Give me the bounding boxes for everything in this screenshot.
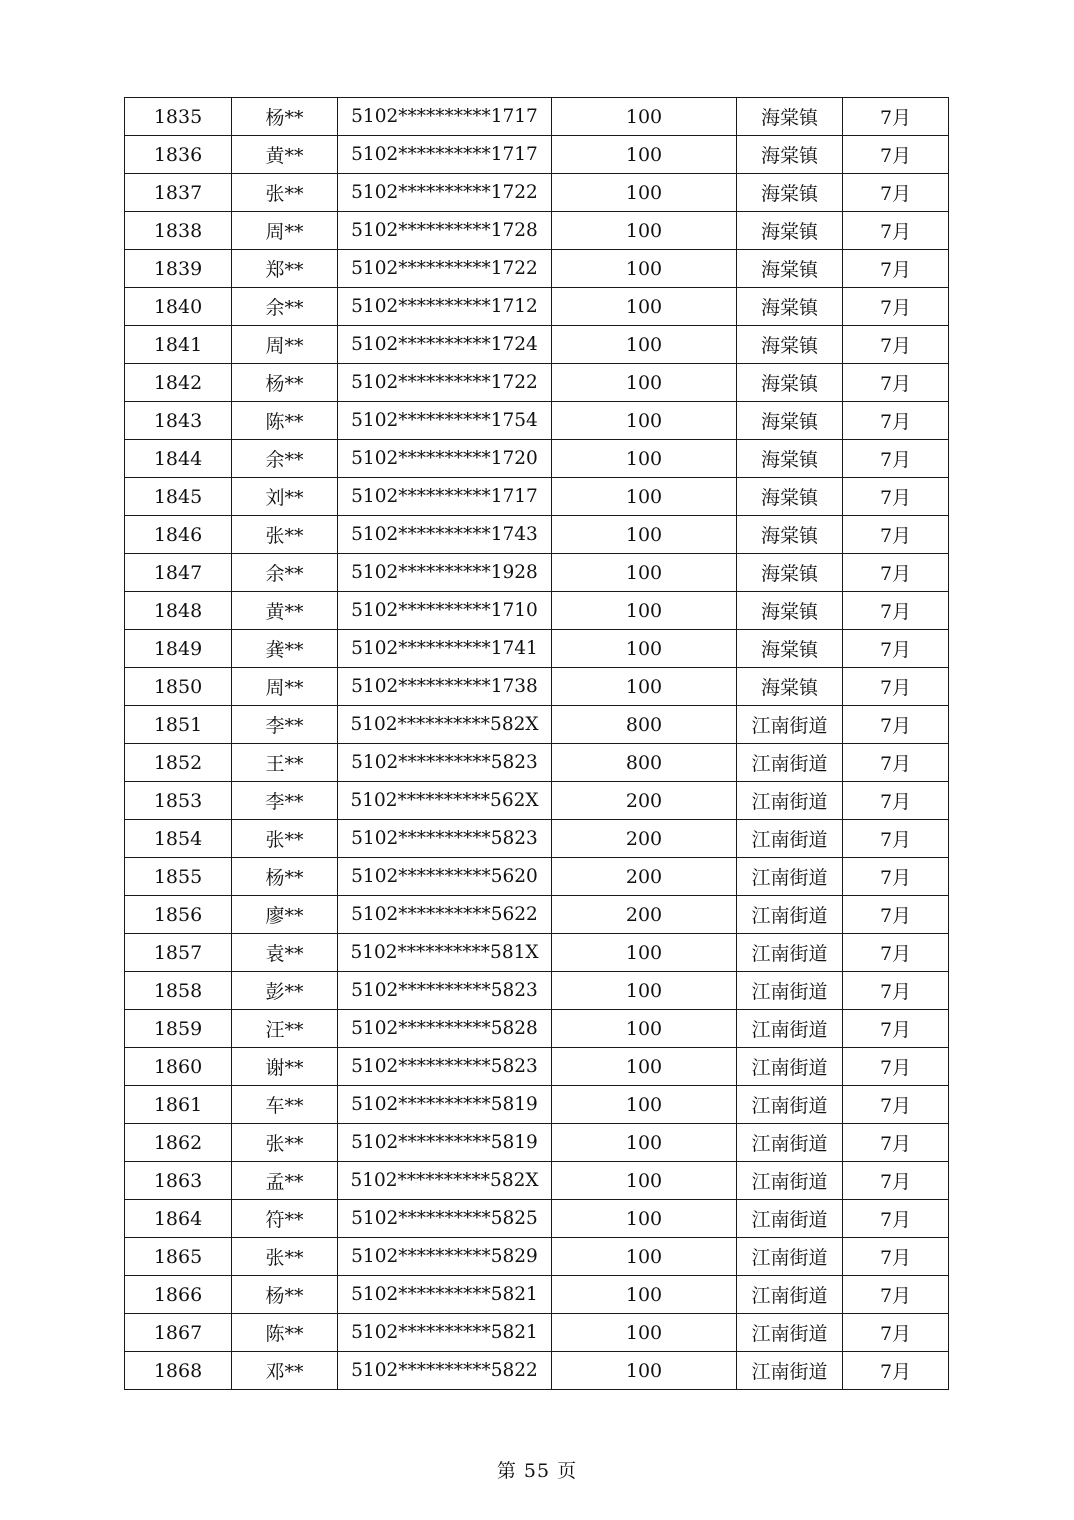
name-cell: 李** xyxy=(232,706,338,744)
data-table xyxy=(124,97,949,1390)
name-cell: 符** xyxy=(232,1200,338,1238)
table-row xyxy=(125,1276,949,1314)
month-cell: 7月 xyxy=(843,706,949,744)
month-cell: 7月 xyxy=(843,1010,949,1048)
amount-cell: 100 xyxy=(552,934,737,972)
town-cell: 海棠镇 xyxy=(737,136,843,174)
month-cell: 7月 xyxy=(843,630,949,668)
month-cell: 7月 xyxy=(843,896,949,934)
town-cell: 海棠镇 xyxy=(737,592,843,630)
id-number-cell: 5102**********5822 xyxy=(338,1352,552,1390)
name-cell: 陈** xyxy=(232,1314,338,1352)
id-number-cell: 5102**********1738 xyxy=(338,668,552,706)
table-body xyxy=(125,98,949,1390)
table-row xyxy=(125,630,949,668)
table-row xyxy=(125,174,949,212)
table-row xyxy=(125,782,949,820)
name-cell: 李** xyxy=(232,782,338,820)
serial-cell: 1848 xyxy=(125,592,232,630)
table-row xyxy=(125,1200,949,1238)
amount-cell: 100 xyxy=(552,1048,737,1086)
amount-cell: 100 xyxy=(552,1162,737,1200)
month-cell: 7月 xyxy=(843,440,949,478)
name-cell: 张** xyxy=(232,1238,338,1276)
serial-cell: 1868 xyxy=(125,1352,232,1390)
table-row xyxy=(125,402,949,440)
name-cell: 陈** xyxy=(232,402,338,440)
month-cell: 7月 xyxy=(843,1238,949,1276)
name-cell: 刘** xyxy=(232,478,338,516)
serial-cell: 1847 xyxy=(125,554,232,592)
id-number-cell: 5102**********5829 xyxy=(338,1238,552,1276)
month-cell: 7月 xyxy=(843,1276,949,1314)
serial-cell: 1849 xyxy=(125,630,232,668)
table-row xyxy=(125,744,949,782)
table-row xyxy=(125,592,949,630)
amount-cell: 100 xyxy=(552,478,737,516)
amount-cell: 200 xyxy=(552,782,737,820)
town-cell: 海棠镇 xyxy=(737,516,843,554)
serial-cell: 1853 xyxy=(125,782,232,820)
name-cell: 周** xyxy=(232,212,338,250)
serial-cell: 1845 xyxy=(125,478,232,516)
town-cell: 海棠镇 xyxy=(737,98,843,136)
town-cell: 海棠镇 xyxy=(737,212,843,250)
table-row xyxy=(125,478,949,516)
town-cell: 海棠镇 xyxy=(737,402,843,440)
serial-cell: 1838 xyxy=(125,212,232,250)
name-cell: 余** xyxy=(232,554,338,592)
serial-cell: 1855 xyxy=(125,858,232,896)
amount-cell: 100 xyxy=(552,136,737,174)
name-cell: 杨** xyxy=(232,98,338,136)
name-cell: 谢** xyxy=(232,1048,338,1086)
month-cell: 7月 xyxy=(843,1124,949,1162)
amount-cell: 100 xyxy=(552,440,737,478)
name-cell: 张** xyxy=(232,1124,338,1162)
table-row xyxy=(125,1010,949,1048)
amount-cell: 100 xyxy=(552,364,737,402)
amount-cell: 100 xyxy=(552,174,737,212)
month-cell: 7月 xyxy=(843,592,949,630)
table-row xyxy=(125,288,949,326)
town-cell: 海棠镇 xyxy=(737,326,843,364)
id-number-cell: 5102**********5819 xyxy=(338,1086,552,1124)
month-cell: 7月 xyxy=(843,858,949,896)
town-cell: 江南街道 xyxy=(737,1010,843,1048)
id-number-cell: 5102**********1722 xyxy=(338,364,552,402)
table-row xyxy=(125,972,949,1010)
name-cell: 余** xyxy=(232,288,338,326)
id-number-cell: 5102**********1741 xyxy=(338,630,552,668)
town-cell: 江南街道 xyxy=(737,1276,843,1314)
amount-cell: 100 xyxy=(552,250,737,288)
serial-cell: 1860 xyxy=(125,1048,232,1086)
table-row xyxy=(125,440,949,478)
town-cell: 海棠镇 xyxy=(737,364,843,402)
town-cell: 江南街道 xyxy=(737,1352,843,1390)
town-cell: 江南街道 xyxy=(737,1048,843,1086)
month-cell: 7月 xyxy=(843,212,949,250)
amount-cell: 100 xyxy=(552,668,737,706)
name-cell: 龚** xyxy=(232,630,338,668)
amount-cell: 100 xyxy=(552,1010,737,1048)
table-row xyxy=(125,1162,949,1200)
amount-cell: 200 xyxy=(552,896,737,934)
table-row xyxy=(125,706,949,744)
name-cell: 余** xyxy=(232,440,338,478)
town-cell: 江南街道 xyxy=(737,1314,843,1352)
id-number-cell: 5102**********1743 xyxy=(338,516,552,554)
table-row xyxy=(125,934,949,972)
page-number: 第 55 页 xyxy=(496,1460,578,1482)
town-cell: 江南街道 xyxy=(737,1086,843,1124)
name-cell: 黄** xyxy=(232,592,338,630)
serial-cell: 1852 xyxy=(125,744,232,782)
town-cell: 江南街道 xyxy=(737,1200,843,1238)
serial-cell: 1837 xyxy=(125,174,232,212)
id-number-cell: 5102**********5823 xyxy=(338,1048,552,1086)
name-cell: 张** xyxy=(232,820,338,858)
town-cell: 海棠镇 xyxy=(737,440,843,478)
town-cell: 海棠镇 xyxy=(737,554,843,592)
id-number-cell: 5102**********1722 xyxy=(338,174,552,212)
town-cell: 江南街道 xyxy=(737,706,843,744)
month-cell: 7月 xyxy=(843,516,949,554)
amount-cell: 100 xyxy=(552,554,737,592)
town-cell: 江南街道 xyxy=(737,972,843,1010)
table-row xyxy=(125,896,949,934)
table-row xyxy=(125,1352,949,1390)
town-cell: 海棠镇 xyxy=(737,630,843,668)
name-cell: 周** xyxy=(232,326,338,364)
serial-cell: 1866 xyxy=(125,1276,232,1314)
month-cell: 7月 xyxy=(843,98,949,136)
serial-cell: 1864 xyxy=(125,1200,232,1238)
name-cell: 杨** xyxy=(232,1276,338,1314)
table-row xyxy=(125,858,949,896)
town-cell: 江南街道 xyxy=(737,934,843,972)
month-cell: 7月 xyxy=(843,478,949,516)
amount-cell: 800 xyxy=(552,744,737,782)
amount-cell: 100 xyxy=(552,972,737,1010)
town-cell: 海棠镇 xyxy=(737,174,843,212)
name-cell: 周** xyxy=(232,668,338,706)
month-cell: 7月 xyxy=(843,1162,949,1200)
table-row xyxy=(125,668,949,706)
serial-cell: 1839 xyxy=(125,250,232,288)
amount-cell: 100 xyxy=(552,1238,737,1276)
town-cell: 江南街道 xyxy=(737,1124,843,1162)
table-row xyxy=(125,326,949,364)
amount-cell: 100 xyxy=(552,1314,737,1352)
amount-cell: 100 xyxy=(552,288,737,326)
id-number-cell: 5102**********1717 xyxy=(338,136,552,174)
table-row xyxy=(125,1314,949,1352)
id-number-cell: 5102**********5828 xyxy=(338,1010,552,1048)
serial-cell: 1851 xyxy=(125,706,232,744)
amount-cell: 100 xyxy=(552,1086,737,1124)
id-number-cell: 5102**********5825 xyxy=(338,1200,552,1238)
month-cell: 7月 xyxy=(843,174,949,212)
table-row xyxy=(125,1124,949,1162)
id-number-cell: 5102**********1722 xyxy=(338,250,552,288)
id-number-cell: 5102**********5819 xyxy=(338,1124,552,1162)
table-row xyxy=(125,250,949,288)
name-cell: 袁** xyxy=(232,934,338,972)
id-number-cell: 5102**********1717 xyxy=(338,478,552,516)
serial-cell: 1844 xyxy=(125,440,232,478)
name-cell: 汪** xyxy=(232,1010,338,1048)
month-cell: 7月 xyxy=(843,934,949,972)
id-number-cell: 5102**********562X xyxy=(338,782,552,820)
id-number-cell: 5102**********582X xyxy=(338,1162,552,1200)
id-number-cell: 5102**********5622 xyxy=(338,896,552,934)
serial-cell: 1867 xyxy=(125,1314,232,1352)
amount-cell: 100 xyxy=(552,630,737,668)
month-cell: 7月 xyxy=(843,364,949,402)
amount-cell: 100 xyxy=(552,592,737,630)
table-row xyxy=(125,1048,949,1086)
month-cell: 7月 xyxy=(843,1200,949,1238)
month-cell: 7月 xyxy=(843,288,949,326)
id-number-cell: 5102**********1720 xyxy=(338,440,552,478)
serial-cell: 1859 xyxy=(125,1010,232,1048)
id-number-cell: 5102**********1710 xyxy=(338,592,552,630)
serial-cell: 1856 xyxy=(125,896,232,934)
table-row xyxy=(125,820,949,858)
name-cell: 车** xyxy=(232,1086,338,1124)
serial-cell: 1857 xyxy=(125,934,232,972)
month-cell: 7月 xyxy=(843,136,949,174)
table-row xyxy=(125,212,949,250)
id-number-cell: 5102**********582X xyxy=(338,706,552,744)
town-cell: 海棠镇 xyxy=(737,478,843,516)
month-cell: 7月 xyxy=(843,972,949,1010)
table-row xyxy=(125,364,949,402)
table-row xyxy=(125,1238,949,1276)
amount-cell: 100 xyxy=(552,1200,737,1238)
serial-cell: 1842 xyxy=(125,364,232,402)
id-number-cell: 5102**********1717 xyxy=(338,98,552,136)
town-cell: 海棠镇 xyxy=(737,288,843,326)
amount-cell: 100 xyxy=(552,1352,737,1390)
town-cell: 江南街道 xyxy=(737,896,843,934)
table-row xyxy=(125,1086,949,1124)
id-number-cell: 5102**********1712 xyxy=(338,288,552,326)
town-cell: 江南街道 xyxy=(737,744,843,782)
table-row xyxy=(125,554,949,592)
serial-cell: 1861 xyxy=(125,1086,232,1124)
table-row xyxy=(125,98,949,136)
month-cell: 7月 xyxy=(843,402,949,440)
id-number-cell: 5102**********5821 xyxy=(338,1276,552,1314)
town-cell: 江南街道 xyxy=(737,820,843,858)
name-cell: 张** xyxy=(232,174,338,212)
month-cell: 7月 xyxy=(843,1314,949,1352)
town-cell: 江南街道 xyxy=(737,1238,843,1276)
serial-cell: 1862 xyxy=(125,1124,232,1162)
id-number-cell: 5102**********1724 xyxy=(338,326,552,364)
id-number-cell: 5102**********1728 xyxy=(338,212,552,250)
serial-cell: 1865 xyxy=(125,1238,232,1276)
month-cell: 7月 xyxy=(843,250,949,288)
amount-cell: 100 xyxy=(552,402,737,440)
serial-cell: 1846 xyxy=(125,516,232,554)
name-cell: 邓** xyxy=(232,1352,338,1390)
data-table-container xyxy=(124,97,948,1390)
serial-cell: 1841 xyxy=(125,326,232,364)
name-cell: 廖** xyxy=(232,896,338,934)
id-number-cell: 5102**********5823 xyxy=(338,820,552,858)
id-number-cell: 5102**********5823 xyxy=(338,744,552,782)
amount-cell: 200 xyxy=(552,858,737,896)
id-number-cell: 5102**********5821 xyxy=(338,1314,552,1352)
town-cell: 江南街道 xyxy=(737,1162,843,1200)
name-cell: 杨** xyxy=(232,364,338,402)
table-row xyxy=(125,136,949,174)
town-cell: 江南街道 xyxy=(737,858,843,896)
serial-cell: 1836 xyxy=(125,136,232,174)
id-number-cell: 5102**********5620 xyxy=(338,858,552,896)
month-cell: 7月 xyxy=(843,668,949,706)
amount-cell: 100 xyxy=(552,98,737,136)
amount-cell: 100 xyxy=(552,1124,737,1162)
name-cell: 郑** xyxy=(232,250,338,288)
name-cell: 张** xyxy=(232,516,338,554)
name-cell: 王** xyxy=(232,744,338,782)
serial-cell: 1840 xyxy=(125,288,232,326)
month-cell: 7月 xyxy=(843,1352,949,1390)
serial-cell: 1835 xyxy=(125,98,232,136)
id-number-cell: 5102**********1754 xyxy=(338,402,552,440)
table-row xyxy=(125,516,949,554)
name-cell: 杨** xyxy=(232,858,338,896)
month-cell: 7月 xyxy=(843,782,949,820)
month-cell: 7月 xyxy=(843,820,949,858)
amount-cell: 100 xyxy=(552,212,737,250)
serial-cell: 1858 xyxy=(125,972,232,1010)
serial-cell: 1854 xyxy=(125,820,232,858)
name-cell: 孟** xyxy=(232,1162,338,1200)
month-cell: 7月 xyxy=(843,744,949,782)
id-number-cell: 5102**********5823 xyxy=(338,972,552,1010)
amount-cell: 100 xyxy=(552,1276,737,1314)
month-cell: 7月 xyxy=(843,326,949,364)
month-cell: 7月 xyxy=(843,1048,949,1086)
amount-cell: 800 xyxy=(552,706,737,744)
name-cell: 彭** xyxy=(232,972,338,1010)
town-cell: 海棠镇 xyxy=(737,250,843,288)
amount-cell: 100 xyxy=(552,516,737,554)
id-number-cell: 5102**********1928 xyxy=(338,554,552,592)
serial-cell: 1850 xyxy=(125,668,232,706)
month-cell: 7月 xyxy=(843,554,949,592)
amount-cell: 100 xyxy=(552,326,737,364)
town-cell: 海棠镇 xyxy=(737,668,843,706)
town-cell: 江南街道 xyxy=(737,782,843,820)
serial-cell: 1863 xyxy=(125,1162,232,1200)
amount-cell: 200 xyxy=(552,820,737,858)
serial-cell: 1843 xyxy=(125,402,232,440)
id-number-cell: 5102**********581X xyxy=(338,934,552,972)
name-cell: 黄** xyxy=(232,136,338,174)
month-cell: 7月 xyxy=(843,1086,949,1124)
